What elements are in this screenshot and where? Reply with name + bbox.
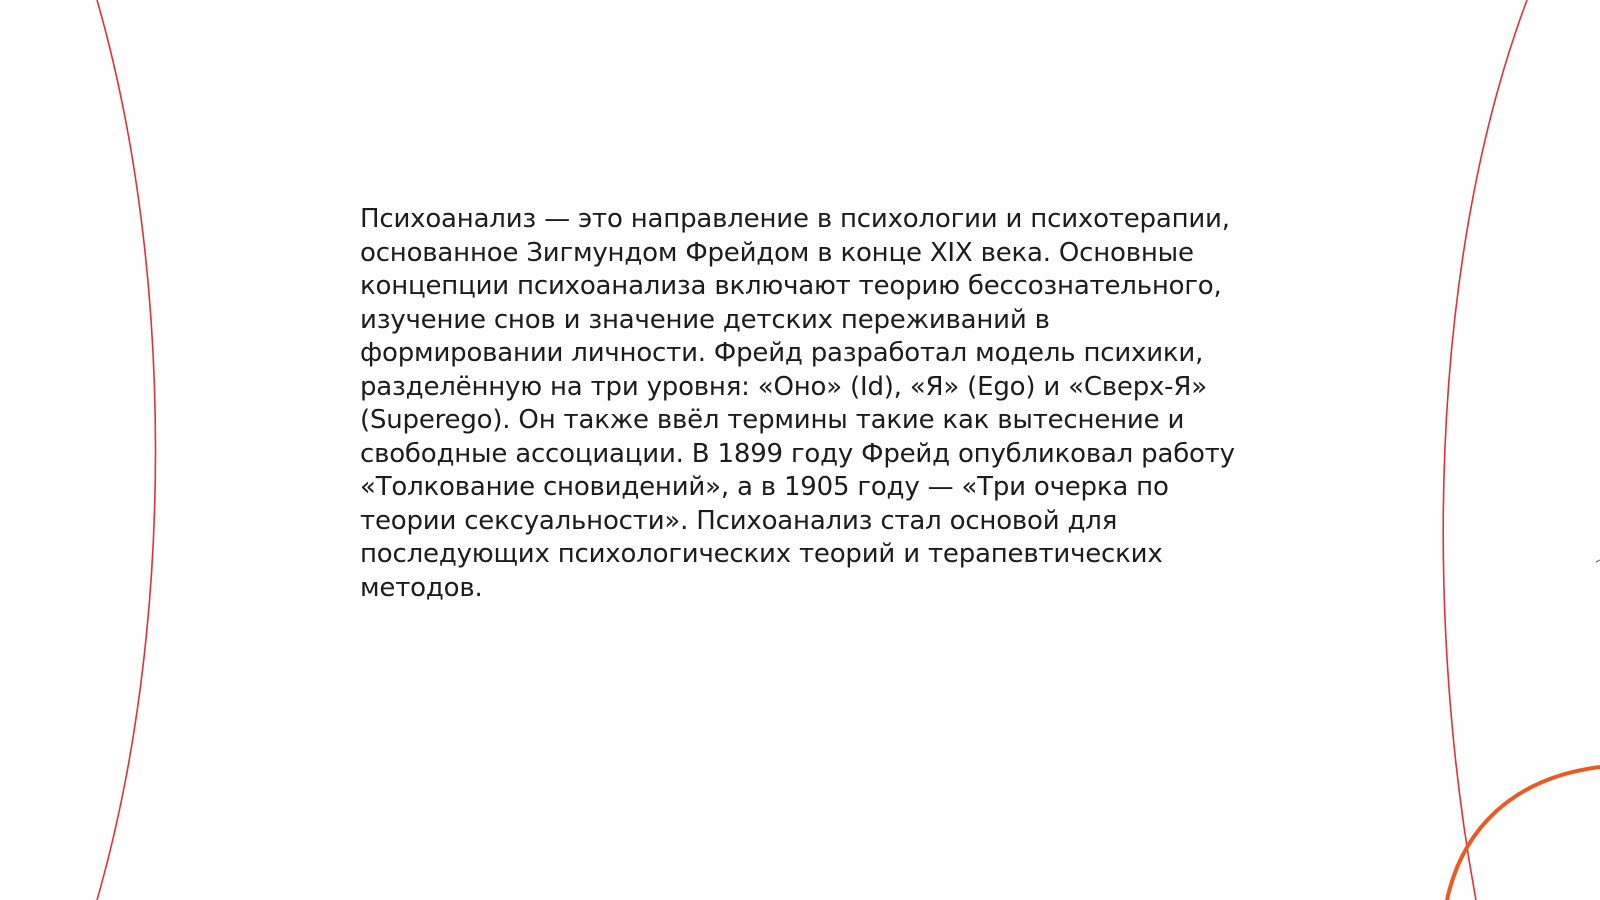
corner-arc xyxy=(1447,767,1600,900)
edge-tick xyxy=(1596,560,1600,562)
body-paragraph: Психоанализ — это направление в психологии и психотерапии, основанное Зигмундом Фрейдом в конце XIX века. Основные концепции психоанализа включают теорию бессознательного, изучение снов и значение детских переживаний в формировании личности. Фрейд разработал модель психики, разделённую на три уровня: «Оно» (Id), «Я» (Ego) и «Сверх-Я» (Superego). Он также ввёл термины такие как вытеснение и свободные ассоциации. В 1899 году Фрейд опубликовал работу «Толкование сновидений», а в 1905 году — «Три очерка по теории сексуальности». Психоанализ стал основой для последующих психологических теорий и терапевтических методов. xyxy=(360,204,1235,603)
right-curve xyxy=(1443,0,1527,900)
left-curve xyxy=(97,0,156,900)
